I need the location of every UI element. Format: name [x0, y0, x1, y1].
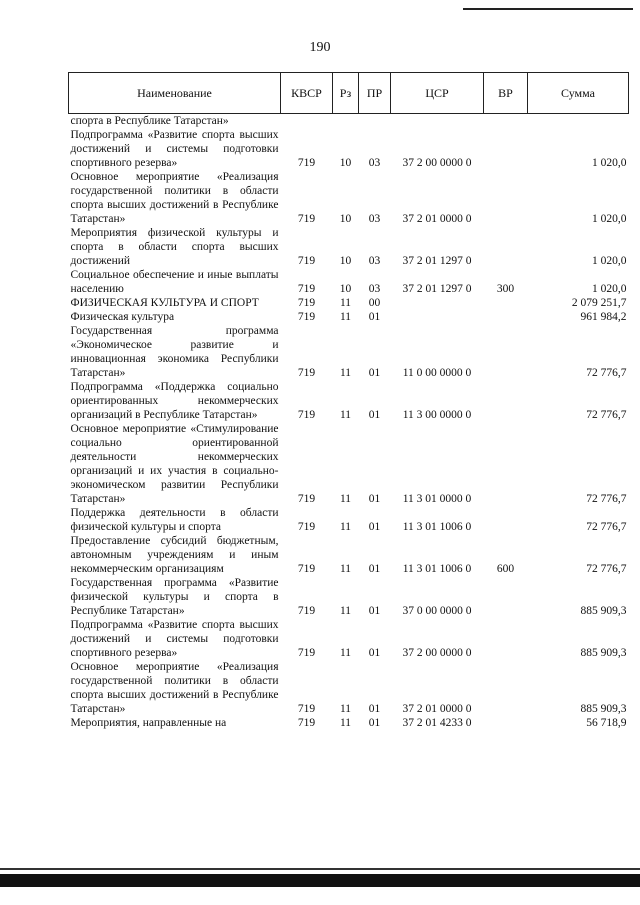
row-kvsr: 719 — [297, 563, 316, 575]
row-sum: 1 020,0 — [592, 213, 627, 225]
row-pr: 00 — [368, 297, 381, 309]
row-pr: 03 — [368, 157, 381, 169]
page-number: 190 — [309, 40, 331, 55]
row-kvsr: 719 — [297, 521, 316, 533]
row-vr — [484, 618, 528, 660]
table-row — [69, 114, 629, 129]
row-kvsr: 719 — [297, 283, 316, 295]
row-sum: 885 909,3 — [580, 647, 627, 659]
row-vr — [484, 660, 528, 716]
row-sum: 885 909,3 — [580, 605, 627, 617]
table-row — [69, 660, 629, 716]
header-name: Наименование — [69, 73, 281, 114]
table-row — [69, 506, 629, 534]
row-csr: 11 3 00 0000 0 — [402, 409, 472, 421]
row-name: ФИЗИЧЕСКАЯ КУЛЬТУРА И СПОРТ — [70, 297, 259, 309]
row-pr: 01 — [368, 409, 381, 421]
header-csr: ЦСР — [391, 73, 484, 114]
row-csr: 37 2 01 1297 0 — [402, 283, 472, 295]
row-csr — [391, 114, 484, 129]
row-vr: 600 — [496, 563, 515, 575]
row-kvsr: 719 — [297, 297, 316, 309]
row-sum: 1 020,0 — [592, 157, 627, 169]
row-csr — [391, 310, 484, 324]
row-rz: 11 — [339, 605, 352, 617]
header-rz: Рз — [333, 73, 359, 114]
row-pr: 01 — [368, 521, 381, 533]
row-name: Предоставление субсидий бюджетным, автономным учреждениям и иным некоммерческим организациям — [70, 535, 279, 575]
table-row — [69, 268, 629, 296]
row-sum: 56 718,9 — [586, 717, 627, 729]
row-rz: 10 — [339, 157, 352, 169]
row-name: Основное мероприятие «Реализация государственной политики в области спорта высших достижений в Республике Татарстан» — [70, 661, 279, 715]
table-row — [69, 618, 629, 660]
row-rz: 11 — [339, 717, 352, 729]
row-rz: 11 — [339, 647, 352, 659]
row-rz: 11 — [339, 493, 352, 505]
row-csr: 11 3 01 1006 0 — [402, 521, 472, 533]
row-kvsr: 719 — [297, 605, 316, 617]
row-rz: 11 — [339, 297, 352, 309]
row-pr: 01 — [368, 563, 381, 575]
row-name: Мероприятия физической культуры и спорта в области спорта высших достижений — [70, 227, 279, 267]
row-vr: 300 — [496, 283, 515, 295]
row-name: Подпрограмма «Развитие спорта высших достижений и системы подготовки спортивного резерва» — [70, 619, 279, 659]
budget-table — [68, 72, 629, 730]
row-sum: 1 020,0 — [592, 283, 627, 295]
row-kvsr: 719 — [297, 213, 316, 225]
table-row — [69, 324, 629, 380]
row-name: Основное мероприятие «Реализация государственной политики в области спорта высших достижений в Республике Татарстан» — [70, 171, 279, 225]
row-name: Поддержка деятельности в области физической культуры и спорта — [70, 507, 279, 533]
table-row — [69, 226, 629, 268]
row-vr — [484, 296, 528, 310]
row-vr — [484, 128, 528, 170]
row-vr — [484, 576, 528, 618]
row-sum: 961 984,2 — [580, 311, 627, 323]
row-kvsr: 719 — [297, 367, 316, 379]
row-rz: 10 — [339, 283, 352, 295]
row-pr: 01 — [368, 311, 381, 323]
row-kvsr — [281, 114, 333, 129]
row-vr — [484, 170, 528, 226]
row-pr: 01 — [368, 493, 381, 505]
table-row — [69, 422, 629, 506]
row-name: Основное мероприятие «Стимулирование социально ориентированной деятельности некоммерческих организаций и их участия в социально-экономическом развитии Республики Татарстан» — [70, 423, 279, 505]
row-name: Физическая культура — [70, 311, 175, 323]
scan-edge-line — [0, 868, 640, 870]
row-pr: 01 — [368, 703, 381, 715]
row-name: Государственная программа «Развитие физической культуры и спорта в Республике Татарстан» — [70, 577, 279, 617]
row-csr: 11 0 00 0000 0 — [402, 367, 472, 379]
row-pr: 03 — [368, 255, 381, 267]
row-rz: 10 — [339, 213, 352, 225]
row-sum: 72 776,7 — [586, 409, 627, 421]
table-row — [69, 296, 629, 310]
row-sum: 72 776,7 — [586, 493, 627, 505]
row-sum — [528, 114, 629, 129]
row-kvsr: 719 — [297, 647, 316, 659]
row-rz: 11 — [339, 703, 352, 715]
table-row — [69, 716, 629, 730]
row-csr: 37 2 01 4233 0 — [402, 717, 472, 729]
table-row — [69, 310, 629, 324]
row-csr: 37 2 00 0000 0 — [402, 647, 472, 659]
table-row — [69, 128, 629, 170]
row-kvsr: 719 — [297, 717, 316, 729]
row-pr: 01 — [368, 717, 381, 729]
row-rz: 11 — [339, 311, 352, 323]
row-kvsr: 719 — [297, 493, 316, 505]
row-name: Подпрограмма «Поддержка социально ориентированных некоммерческих организаций в Республике Татарстан» — [70, 381, 279, 421]
table-header-row — [69, 73, 629, 114]
row-rz — [333, 114, 359, 129]
row-pr: 03 — [368, 283, 381, 295]
row-csr: 11 3 01 1006 0 — [402, 563, 472, 575]
row-vr — [484, 324, 528, 380]
row-kvsr: 719 — [297, 311, 316, 323]
row-csr — [391, 296, 484, 310]
row-rz: 11 — [339, 521, 352, 533]
row-csr: 11 3 01 0000 0 — [402, 493, 472, 505]
row-rz: 10 — [339, 255, 352, 267]
table-row — [69, 380, 629, 422]
row-vr — [484, 422, 528, 506]
table-row — [69, 576, 629, 618]
row-pr: 03 — [368, 213, 381, 225]
row-name: спорта в Республике Татарстан» — [70, 115, 229, 127]
row-csr: 37 2 01 1297 0 — [402, 255, 472, 267]
header-vr: ВР — [484, 73, 528, 114]
row-pr — [359, 114, 391, 129]
row-kvsr: 719 — [297, 255, 316, 267]
row-rz: 11 — [339, 563, 352, 575]
scan-edge-bar — [0, 874, 640, 887]
row-kvsr: 719 — [297, 157, 316, 169]
row-sum: 72 776,7 — [586, 521, 627, 533]
table-row — [69, 170, 629, 226]
row-csr: 37 2 00 0000 0 — [402, 157, 472, 169]
header-sum: Сумма — [528, 73, 629, 114]
row-sum: 72 776,7 — [586, 367, 627, 379]
header-pr: ПР — [359, 73, 391, 114]
row-name: Социальное обеспечение и иные выплаты населению — [70, 269, 279, 295]
header-kvsr: КВСР — [281, 73, 333, 114]
row-name: Мероприятия, направленные на — [70, 717, 227, 729]
row-sum: 885 909,3 — [580, 703, 627, 715]
row-vr — [484, 226, 528, 268]
row-rz: 11 — [339, 367, 352, 379]
row-sum: 72 776,7 — [586, 563, 627, 575]
row-csr: 37 0 00 0000 0 — [402, 605, 472, 617]
row-kvsr: 719 — [297, 703, 316, 715]
row-kvsr: 719 — [297, 409, 316, 421]
table-body — [69, 114, 629, 731]
row-name: Государственная программа «Экономическое развитие и инновационная экономика Республики Татарстан» — [70, 325, 279, 379]
row-sum: 1 020,0 — [592, 255, 627, 267]
row-vr — [484, 716, 528, 730]
top-rule — [463, 8, 633, 10]
row-vr — [484, 114, 528, 129]
row-pr: 01 — [368, 605, 381, 617]
row-vr — [484, 310, 528, 324]
row-vr — [484, 506, 528, 534]
row-pr: 01 — [368, 647, 381, 659]
row-vr — [484, 380, 528, 422]
row-sum: 2 079 251,7 — [571, 297, 627, 309]
row-csr: 37 2 01 0000 0 — [402, 703, 472, 715]
row-pr: 01 — [368, 367, 381, 379]
row-rz: 11 — [339, 409, 352, 421]
table-row — [69, 534, 629, 576]
row-csr: 37 2 01 0000 0 — [402, 213, 472, 225]
row-name: Подпрограмма «Развитие спорта высших достижений и системы подготовки спортивного резерва» — [70, 129, 279, 169]
